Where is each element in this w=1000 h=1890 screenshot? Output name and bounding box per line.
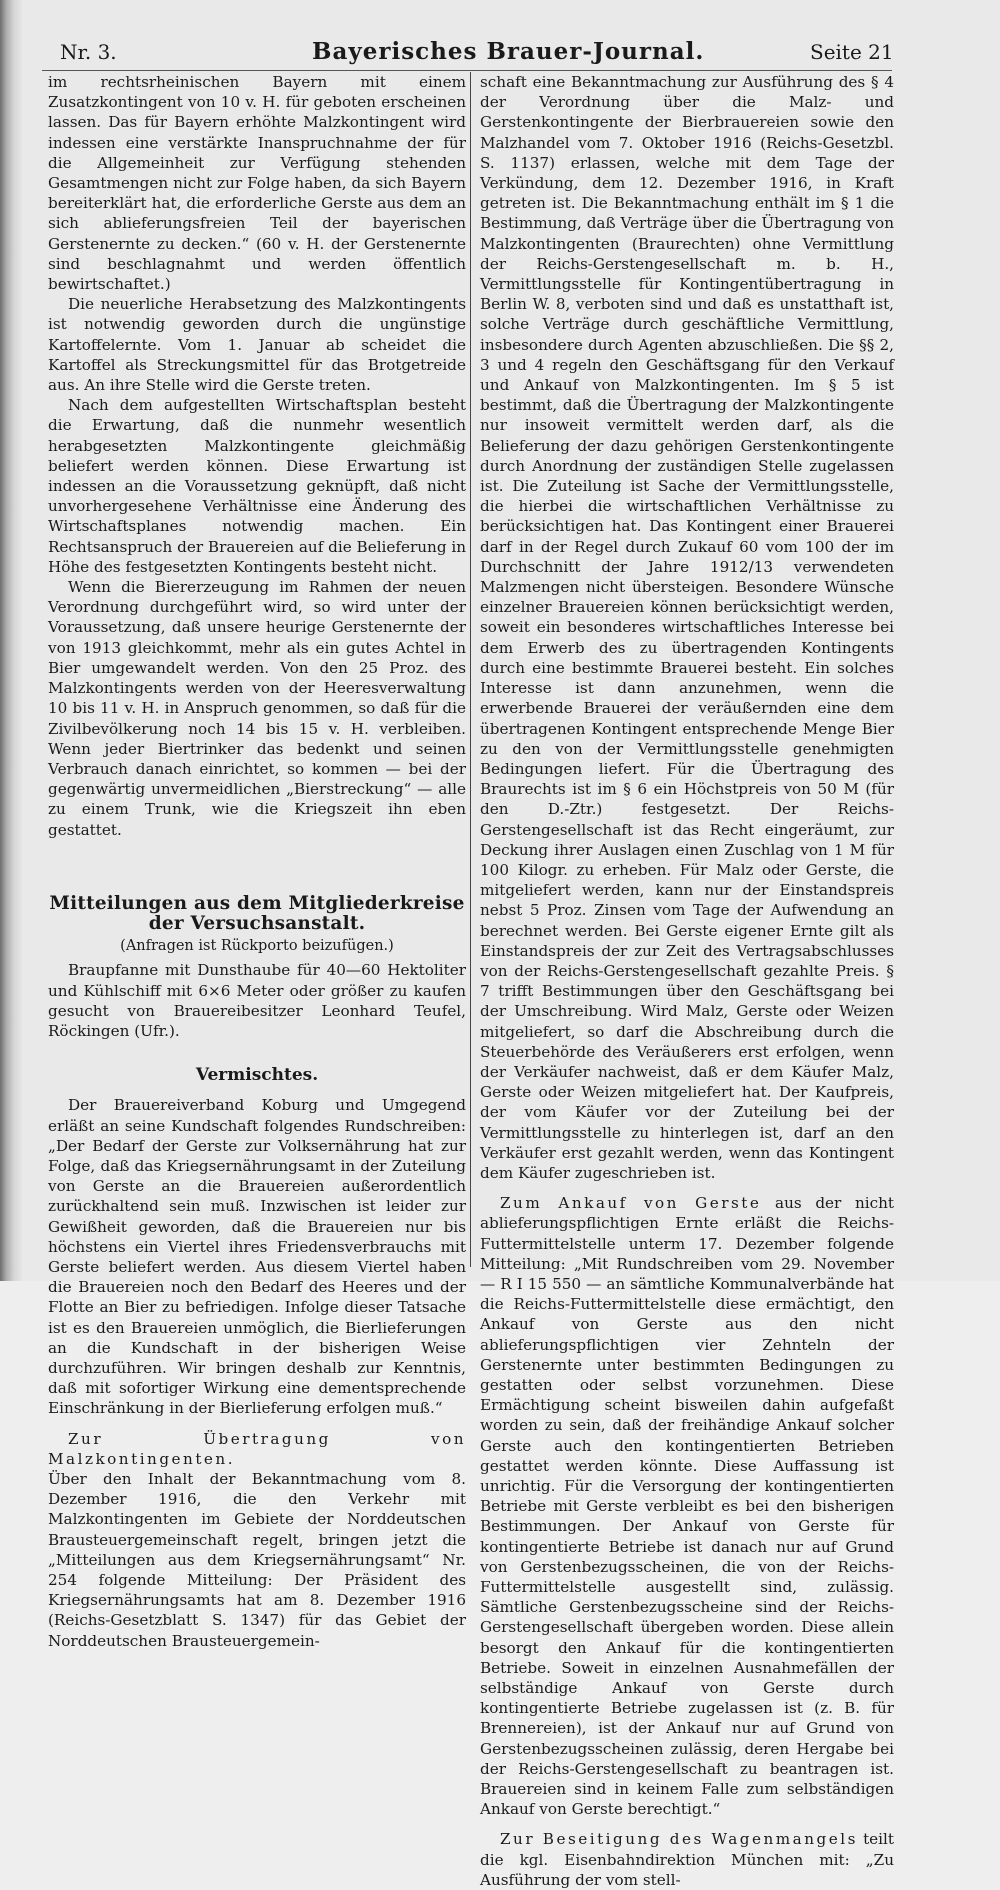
paragraph: Nach dem aufgestellten Wirtschaftsplan besteht die Erwartung, daß die nunmehr wesentlich herabgesetzten Malzkontingente gleichmäßig beliefert werden können. Diese Erwartung ist indessen an die Voraussetzung geknüpft, daß nicht unvorhergesehene Verhältnisse eine Änderung des Wirtschaftsplanes notwendig machen. Ein Rechtsanspruch der Brauereien auf die Belieferung in Höhe des festgesetzten Kontingents besteht nicht.	[48, 396, 467, 576]
paragraph: Braupfanne mit Dunsthaube für 40—60 Hektoliter und Kühlschiff mit 6×6 Meter oder größer zu kaufen gesucht von Brauereibesitzer Leonhard Teufel, Röckingen (Ufr.).	[48, 961, 466, 1040]
run-in-heading: Zum Ankauf von Gerste	[500, 1194, 762, 1213]
paragraph: schaft eine Bekanntmachung zur Ausführung des § 4 der Verordnung über die Malz- und Gerstenkontingente der Bierbrauereien sowie den Malzhandel vom 7. Oktober 1916 (Reichs-Gesetzbl. S. 1137) erlassen, welche mit dem Tage der Verkündung, dem 12. Dezember 1916, in Kraft getreten ist. Die Bekanntmachung enthält im § 1 die Bestimmung, daß Verträge über die Übertragung von Malzkontingenten (Braurechten) ohne Vermittlung der Reichs-Gerstengesellschaft m. b. H., Vermittlungsstelle für Kontingentübertragung in Berlin W. 8, verboten sind und daß es unstatthaft ist, solche Verträge durch geschäftliche Vermittlung, insbesondere durch Agenten abzuschließen. Die §§ 2, 3 und 4 regeln den Geschäftsgang für den Verkauf und Ankauf von Malzkontingenten. Im § 5 ist bestimmt, daß die Übertragung der Malzkontingente nur insoweit vermittelt werden darf, als die Belieferung der dazu gehörigen Gerstenkontingente durch Anordnung der zuständigen Stelle zugelassen ist. Die Zuteilung ist Sache der Vermittlungsstelle, die hierbei die wirtschaftlichen Verhältnisse zu berücksichtigen hat. Das Kontingent einer Brauerei darf in der Regel durch Zukauf 60 vom 100 der im Durchschnitt der Jahre 1912/13 verwendeten Malzmengen nicht übersteigen. Besondere Wünsche einzelner Brauereien können berücksichtigt werden, soweit ein besonderes wirtschaftliches Interesse bei dem Erwerb des zu übertragenden Kontingents durch eine bestimmte Brauerei besteht. Ein solches Interesse ist dann anzunehmen, wenn die erwerbende Brauerei der veräußernden eine dem übertragenen Kontingent entsprechende Menge Bier zu den von der Vermittlungsstelle genehmigten Bedingungen liefert. Für die Übertragung des Braurechts ist im § 6 ein Höchstpreis von 50 M (für den D.-Ztr.) festgesetzt. Der Reichs-Gerstengesellschaft ist das Recht eingeräumt, zur Deckung ihrer Auslagen einen Zuschlag von 1 M für 100 Kilogr. zu erheben. Für Malz oder Gerste, die mitgeliefert werden, kann nur der Einstandspreis nebst 5 Proz. Zinsen vom Tage der Aufwendung an berechnet werden. Bei Gerste eigener Ernte gilt als Einstandspreis der zur Zeit des Vertragsabschlusses von der Reichs-Gerstengesellschaft gezahlte Preis. § 7 trifft Bestimmungen über den Geschäftsgang bei der Umschreibung. Wird Malz, Gerste oder Weizen mitgeliefert, so darf die Abschreibung durch die Steuerbehörde des Veräußerers erst erfolgen, wenn der Verkäufer nachweist, daß er dem Käufer Malz, Gerste oder Weizen mitgeliefert hat. Der Kaufpreis, der vom Käufer vor der Zuteilung bei der Vermittlungsstelle zu hinterlegen ist, darf an den Verkäufer erst gezahlt werden, wenn das Kontingent dem Käufer zugeschrieben ist.	[480, 73, 894, 1182]
page-header	[22, 0, 1000, 70]
column-divider	[470, 72, 471, 1267]
paragraph-heading	[48, 1429, 466, 1469]
paragraph: Über den Inhalt der Bekanntmachung vom 8. Dezember 1916, die den Verkehr mit Malzkontingenten im Gebiete der Norddeutschen Brausteuergemeinschaft regelt, bringen jetzt die „Mitteilungen aus dem Kriegsernährungsamt“ Nr. 254 folgende Mitteilung: Der Präsident des Kriegsernährungsamts hat am 8. Dezember 1916 (Reichs-Gesetzblatt S. 1347) für das Gebiet der Norddeutschen Brausteuergemein-	[48, 1470, 466, 1650]
paragraph	[480, 1193, 894, 1819]
header-rule	[42, 70, 892, 71]
page-number: Seite 21	[810, 40, 894, 64]
journal-title: Bayerisches Brauer-Journal.	[312, 38, 705, 65]
paragraph	[480, 1829, 894, 1890]
run-in-heading: Zur Übertragung von Malzkontingenten.	[48, 1429, 466, 1468]
paragraph-text: teilt die kgl. Eisenbahndirektion München mit: „Zu Ausführung der vom stell-	[480, 1830, 894, 1889]
paragraph: Wenn die Biererzeugung im Rahmen der neuen Verordnung durchgeführt wird, so wird unter der Voraussetzung, daß unsere heurige Gerstenernte der von 1913 gleichkommt, mehr als ein gutes Achtel in Bier umgewandelt werden. Von den 25 Proz. des Malzkontingents werden von der Heeresverwaltung 10 bis 11 v. H. in Anspruch genommen, so daß für die Zivilbevölkerung noch 14 bis 15 v. H. verbleiben. Wenn jeder Biertrinker das bedenkt und seinen Verbrauch danach einrichtet, so kommen — bei der gegenwärtig unvermeidlichen „Bierstreckung“ — alle zu einem Trunk, wie die Kriegszeit ihn eben gestattet.	[48, 578, 466, 839]
right-column	[480, 72, 894, 1890]
page-binding-edge	[0, 0, 22, 1281]
run-in-heading: Zur Beseitigung des Wagenmangels	[500, 1830, 858, 1849]
section-title: Mitteilungen aus dem Mitgliederkreise der Versuchsanstalt.	[49, 892, 465, 934]
section-divider	[48, 850, 466, 876]
left-column	[48, 72, 466, 1651]
paragraph-text: aus der nicht ablieferungspflichtigen Ernte erläßt die Reichs-Futtermittelstelle unterm 17. Dezember folgende Mitteilung: „Mit Rundschreiben vom 29. November — R I 15 550 — an sämtliche Kommunalverbände hat die Reichs-Futtermittelstelle diese ermächtigt, den Ankauf von Gerste aus den nicht ablieferungspflichtigen vier Zehnteln der Gerstenernte unter bestimmten Bedingungen zu gestatten oder selbst vorzunehmen. Diese Ermächtigung scheint bisweilen dahin aufgefaßt worden zu sein, daß der freihändige Ankauf solcher Gerste auch den kontingentierten Betrieben gestattet werden könnte. Diese Auffassung ist unrichtig. Für die Versorgung der kontingentierten Betriebe mit Gerste verbleibt es bei den bisherigen Bestimmungen. Der Ankauf von Gerste für kontingentierte Betriebe ist danach nur auf Grund von Gerstenbezugsscheinen, die von der Reichs-Futtermittelstelle ausgestellt sind, zulässig. Sämtliche Gerstenbezugsscheine sind der Reichs-Gerstengesellschaft übergeben worden. Diese allein besorgt den Ankauf für die kontingentierten Betriebe. Soweit in einzelnen Ausnahmefällen der selbständige Ankauf von Gerste durch kontingentierte Betriebe zugelassen ist (z. B. für Brennereien), ist der Ankauf nur auf Grund von Gerstenbezugsscheinen zulässig, deren Hergabe bei der Reichs-Gerstengesellschaft zu beantragen ist. Brauereien sind in keinem Falle zum selbständigen Ankauf von Gerste berechtigt.“	[480, 1194, 894, 1819]
section-title: Vermischtes.	[195, 1065, 319, 1086]
section-subtitle: (Anfragen ist Rückporto beizufügen.)	[120, 938, 394, 955]
paragraph: Die neuerliche Herabsetzung des Malzkontingents ist notwendig geworden durch die ungünstige Kartoffelernte. Vom 1. Januar ab scheidet die Kartoffel als Streckungsmittel für das Brotgetreide aus. An ihre Stelle wird die Gerste treten.	[48, 295, 466, 395]
paragraph: im rechtsrheinischen Bayern mit einem Zusatzkontingent von 10 v. H. für geboten erscheinen lassen. Das für Bayern erhöhte Malzkontingent wird indessen eine verstärkte Inanspruchnahme der für die Allgemeinheit zur Verfügung stehenden Gesamtmengen nicht zur Folge haben, da sich Bayern bereiterklärt hat, die erforderliche Gerste aus dem an sich ablieferungsfreien Teil der bayerischen Gerstenernte zu decken.“ (60 v. H. der Gerstenernte sind beschlagnahmt und werden öffentlich bewirtschaftet.)	[48, 73, 466, 294]
issue-number: Nr. 3.	[60, 40, 117, 64]
paragraph: Der Brauereiverband Koburg und Umgegend erläßt an seine Kundschaft folgendes Rundschreiben: „Der Bedarf der Gerste zur Volksernährung hat zur Folge, daß das Kriegsernährungsamt in der Zuteilung von Gerste an die Brauereien außerordentlich zurückhaltend sein muß. Inzwischen ist leider zur Gewißheit geworden, daß die Brauereien nur bis höchstens ein Viertel ihres Friedensverbrauchs mit Gerste beliefert werden. Aus diesem Viertel haben die Brauereien noch den Bedarf des Heeres und der Flotte an Bier zu befriedigen. Infolge dieser Tatsache ist es den Brauereien unmöglich, die Bierlieferungen an die Kundschaft in der bisherigen Weise durchzuführen. Wir bringen deshalb zur Kenntnis, daß mit sofortiger Wirkung eine dementsprechende Einschränkung in der Bierlieferung erfolgen muß.“	[48, 1096, 466, 1418]
